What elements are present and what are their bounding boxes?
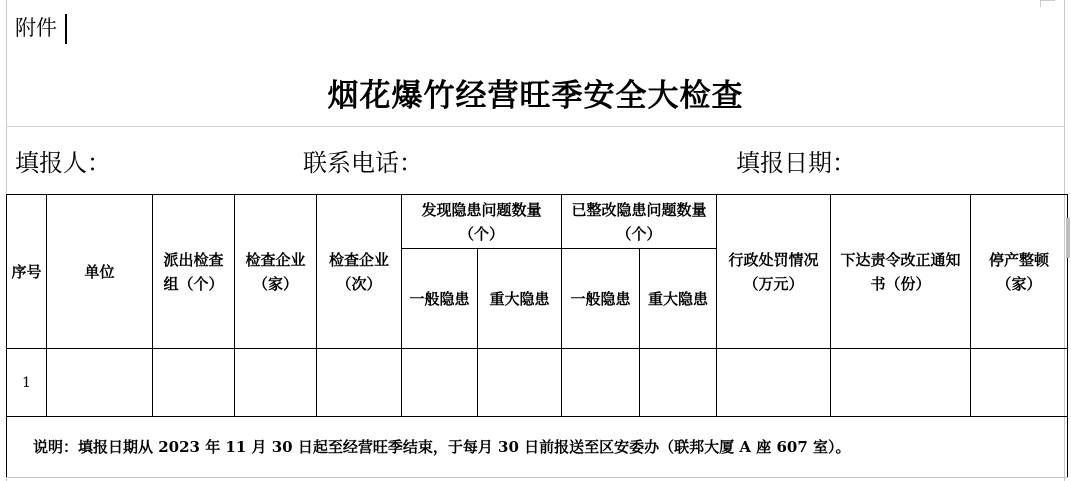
document-title: 烟花爆竹经营旺季安全大检查 [327,78,744,114]
inspection-table [6,194,1068,478]
header-groups-sent: 派出检查组（个） [153,195,235,349]
header-rectified-general: 一般隐患 [562,249,640,349]
header-penalty: 行政处罚情况（万元） [717,195,831,349]
header-found-hazards: 发现隐患问题数量（个） [402,195,562,249]
table-note[interactable]: 说明：填报日期从 2023 年 11 月 30 日起至经营旺季结束，于每月 30 日前报送至区安委办（联邦大厦 A 座 607 室）。 [7,417,1068,478]
cell-unit[interactable] [47,349,153,417]
scrollbar-thumb[interactable] [1066,218,1070,258]
page-corner-mark [1040,0,1055,7]
header-rectified-major: 重大隐患 [640,249,717,349]
header-notice: 下达责令改正通知书（份） [831,195,971,349]
cell-rectified-major[interactable] [640,349,717,417]
header-found-major: 重大隐患 [478,249,562,349]
header-rectified-hazards: 已整改隐患问题数量（个） [562,195,717,249]
note-row [7,417,1068,478]
table-row [7,349,1068,417]
cell-found-major[interactable] [478,349,562,417]
text-cursor [65,14,67,44]
header-suspension: 停产整顿（家） [971,195,1068,349]
filler-label[interactable]: 填报人： [15,149,111,177]
cell-penalty[interactable] [717,349,831,417]
header-divider [6,126,1065,127]
cell-enterprises-checked[interactable] [235,349,317,417]
attachment-label: 附件 [15,16,57,40]
cell-seq[interactable]: 1 [7,349,47,417]
cell-groups-sent[interactable] [153,349,235,417]
date-label[interactable]: 填报日期： [736,149,856,177]
cell-found-general[interactable] [402,349,478,417]
cell-enterprise-visits[interactable] [317,349,402,417]
cell-rectified-general[interactable] [562,349,640,417]
header-unit: 单位 [47,195,153,349]
phone-label[interactable]: 联系电话： [303,149,423,177]
header-seq: 序号 [7,195,47,349]
cell-suspension[interactable] [971,349,1068,417]
header-row-1 [7,195,1068,249]
cell-notice[interactable] [831,349,971,417]
header-enterprise-visits: 检查企业（次） [317,195,402,349]
header-found-general: 一般隐患 [402,249,478,349]
header-enterprises-checked: 检查企业（家） [235,195,317,349]
